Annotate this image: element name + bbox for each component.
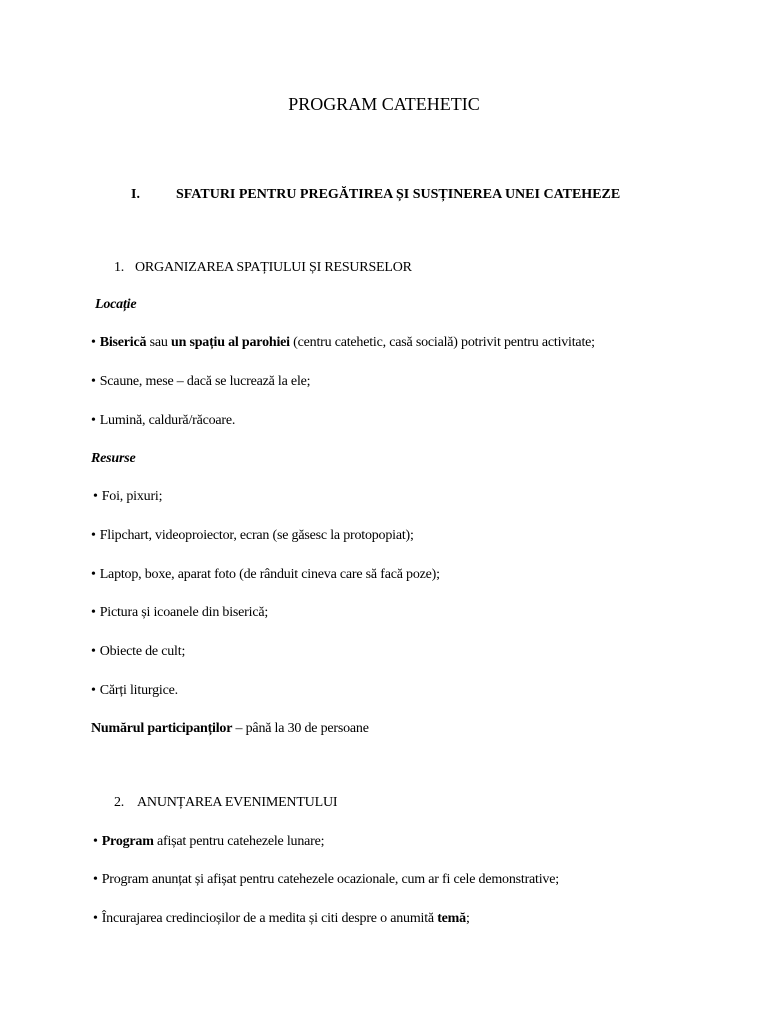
list-item — [91, 374, 310, 390]
item-text: Lumină, caldură/răcoare. — [99, 413, 236, 428]
section-heading: SFATURI PENTRU PREGĂTIREA ȘI SUSȚINEREA UNEI CATEHEZE — [176, 187, 621, 202]
bullet — [91, 605, 100, 620]
participants-text: – până la 30 de persoane — [232, 721, 369, 736]
participants-line — [91, 721, 369, 737]
bullet — [93, 911, 102, 926]
bullet — [91, 335, 100, 350]
bullet — [93, 489, 102, 504]
item-text: Încurajarea credincioșilor de a medita și citi despre o anumită — [101, 911, 438, 926]
item-text: afișat pentru catehezele lunare; — [153, 834, 325, 849]
list-item — [91, 644, 185, 660]
list-item — [93, 489, 162, 505]
item-text: (centru catehetic, casă socială) potrivit pentru activitate; — [289, 335, 595, 350]
list-item — [91, 335, 595, 351]
item-text: Program anunțat și afișat pentru catehezele ocazionale, cum ar fi cele demonstrative; — [101, 872, 559, 887]
bullet — [91, 413, 100, 428]
item-text: Obiecte de cult; — [99, 644, 186, 659]
list-item — [91, 413, 235, 429]
item-bold-text: Biserică — [99, 335, 147, 350]
list-item — [93, 834, 324, 850]
subsection-heading: ANUNȚAREA EVENIMENTULUI — [137, 795, 338, 810]
bullet — [91, 644, 100, 659]
list-item — [91, 567, 440, 583]
page-title: PROGRAM CATEHETIC — [288, 94, 480, 114]
item-bold-text: Program — [101, 834, 154, 849]
item-text: Cărți liturgice. — [99, 683, 178, 698]
resources-label: Resurse — [91, 451, 136, 466]
bullet — [91, 683, 100, 698]
item-text: Laptop, boxe, aparat foto (de rânduit cineva care să facă poze); — [99, 567, 440, 582]
item-bold-text: temă — [437, 911, 466, 926]
bullet — [91, 528, 100, 543]
item-text: sau — [146, 335, 171, 350]
section-number: I. — [131, 187, 140, 202]
item-text: Foi, pixuri; — [101, 489, 163, 504]
bullet — [93, 834, 102, 849]
list-item — [91, 605, 268, 621]
item-bold-text: un spațiu al parohiei — [170, 335, 290, 350]
location-label: Locație — [95, 297, 137, 312]
item-text: Scaune, mese – dacă se lucrează la ele; — [99, 374, 311, 389]
list-item — [91, 683, 178, 699]
bullet — [93, 872, 102, 887]
item-text: ; — [465, 911, 470, 926]
bullet — [91, 374, 100, 389]
subsection-number: 2. — [114, 795, 125, 810]
item-text: Flipchart, videoproiector, ecran (se găsesc la protopopiat); — [99, 528, 414, 543]
bullet — [91, 567, 100, 582]
list-item — [93, 872, 559, 888]
participants-label: Numărul participanților — [91, 721, 233, 736]
item-text: Pictura și icoanele din biserică; — [99, 605, 269, 620]
subsection-heading: ORGANIZAREA SPAȚIULUI ȘI RESURSELOR — [135, 260, 412, 275]
list-item — [91, 528, 414, 544]
subsection-number: 1. — [114, 260, 125, 275]
list-item — [93, 911, 470, 927]
